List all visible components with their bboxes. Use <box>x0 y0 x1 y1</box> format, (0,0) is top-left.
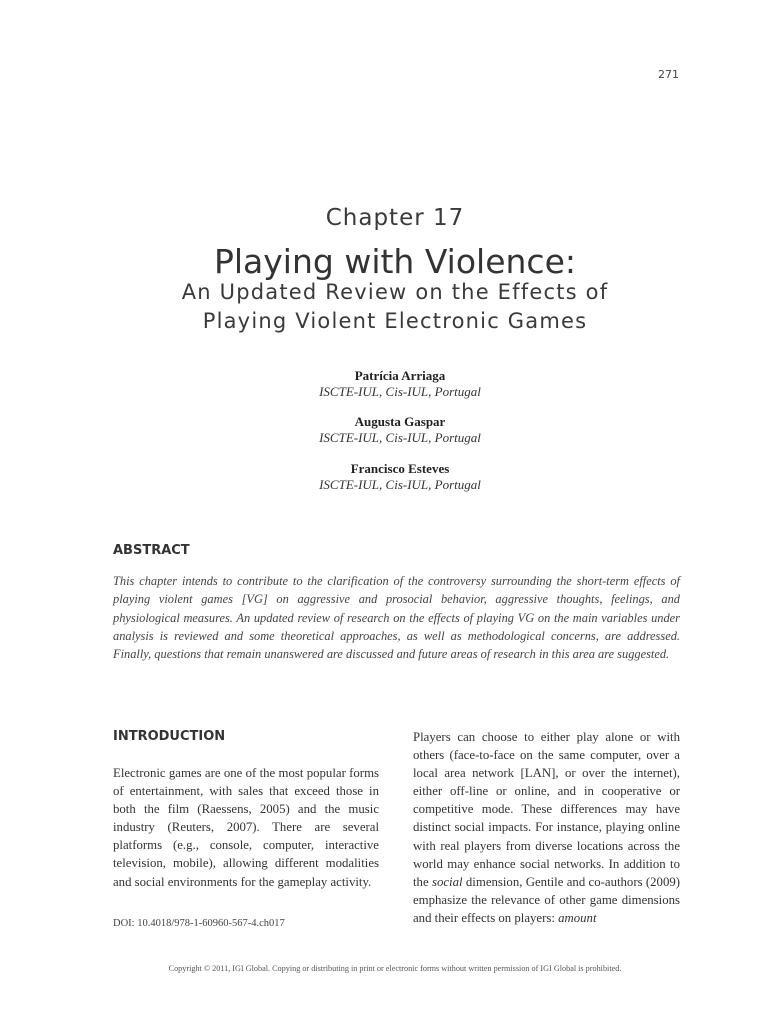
author-affiliation: ISCTE-IUL, Cis-IUL, Portugal <box>319 430 481 445</box>
abstract-text: This chapter intends to contribute to the clarification of the controversy surrounding the short-term effects of playing violent games [VG] on aggressive and prosocial behavior, aggressive thoughts, feelings, and physiological measures. An updated review of research on the effects of playing VG on the main variables under analysis is reviewed and some theoretical approaches, as well as methodological concerns, are addressed. Finally, questions that remain unanswered are discussed and future areas of research in this area are suggested. <box>113 574 680 662</box>
author-affiliation: ISCTE-IUL, Cis-IUL, Portugal <box>319 384 481 399</box>
emphasized-term: amount <box>558 910 597 925</box>
author-name: Augusta Gaspar <box>354 414 446 429</box>
author-name: Patrícia Arriaga <box>354 368 446 383</box>
body-text: Players can choose to either play alone or with others (face-to-face on the same computer, over a local area network [LAN], or over the internet), either off-line or online, and in cooperative or competitive mode. These differences may have distinct social impacts. For instance, playing online with real players from diverse locations across the world may enhance social networks. In addition to the <box>413 730 680 889</box>
body-text: dimension, Gentile and co-authors (2009) emphasize the relevance of other game dimensions and their effects on players: <box>413 874 681 925</box>
chapter-title: Playing with Violence: <box>213 242 576 281</box>
chapter-subtitle-line-2: Playing Violent Electronic Games <box>202 309 588 333</box>
author-name: Francisco Esteves <box>350 461 450 476</box>
abstract-heading: ABSTRACT <box>113 543 190 558</box>
chapter-label: Chapter 17 <box>325 205 465 231</box>
author-affiliation: ISCTE-IUL, Cis-IUL, Portugal <box>319 477 481 492</box>
doi-line: DOI: 10.4018/978-1-60960-567-4.ch017 <box>113 918 285 929</box>
introduction-heading: INTRODUCTION <box>113 729 226 744</box>
copyright-notice: Copyright © 2011, IGI Global. Copying or distributing in print or electronic forms without written permission of IGI Global is prohibited. <box>168 964 622 973</box>
page-number: 271 <box>658 68 679 81</box>
emphasized-term: social <box>431 874 463 889</box>
introduction-left-column: Electronic games are one of the most popular forms of entertainment, with sales that exceed those in both the film (Raessens, 2005) and the music industry (Reuters, 2007). There are several platforms (e.g., console, computer, interactive television, mobile), allowing different modalities and social environments for the gameplay activity. <box>113 766 379 889</box>
introduction-right-column <box>413 728 680 927</box>
chapter-subtitle-line-1: An Updated Review on the Effects of <box>181 280 609 304</box>
